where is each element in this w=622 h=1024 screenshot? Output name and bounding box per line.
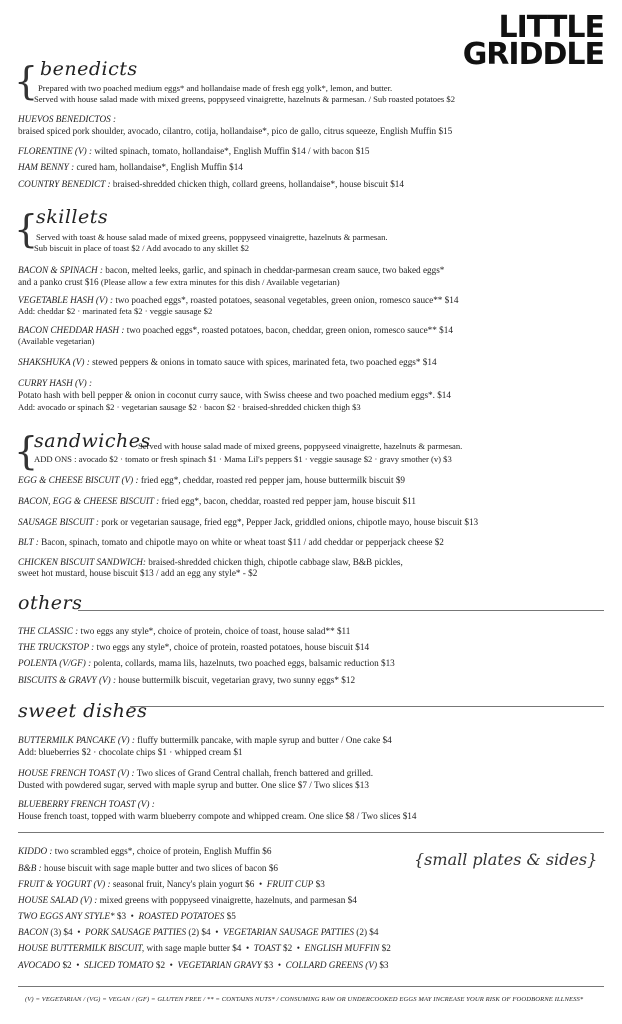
- separator-dot: •: [294, 943, 303, 953]
- item-name: KIDDO :: [18, 846, 53, 856]
- section-divider: [78, 610, 604, 611]
- menu-item-sausage-biscuit: [18, 516, 478, 528]
- item-name: SHAKSHUKA (V) :: [18, 357, 90, 367]
- item-desc: pork or vegetarian sausage, fried egg*, Pepper Jack, griddled onions, chipotle mayo, house biscuit $13: [101, 517, 479, 527]
- separator-dot: •: [275, 960, 284, 970]
- item-name: ROASTED POTATOES: [138, 911, 225, 921]
- item-price: $3: [379, 960, 389, 970]
- item-price: $2: [283, 943, 293, 953]
- item-desc: House french toast, topped with warm blueberry compote and whipped cream. One slice $8 / Two slices $14: [18, 811, 417, 821]
- item-desc: two poached eggs*, roasted potatoes, bacon, cheddar, green onion, romesco sauce** $14: [126, 325, 453, 335]
- item-price: $2: [62, 960, 72, 970]
- item-addons: Add: avocado or spinach $2 · vegetarian sausage $2 · bacon $2 · braised-shredded chicken thigh $3: [18, 402, 361, 412]
- separator-dot: •: [74, 927, 83, 937]
- item-name: BACON: [18, 927, 49, 937]
- item-price: (2) $4: [188, 927, 211, 937]
- item-note: (Please allow a few extra minutes for this dish / Available vegetarian): [100, 277, 340, 287]
- item-name: BISCUITS & GRAVY (V) :: [18, 675, 117, 685]
- item-name: VEGETARIAN GRAVY: [177, 960, 262, 970]
- item-desc: Potato hash with bell pepper & onion in coconut curry sauce, with Swiss cheese and two poached medium eggs*. $14: [18, 390, 451, 400]
- item-name: FRUIT CUP: [266, 879, 314, 889]
- item-desc: house biscuit with sage maple butter and two slices of bacon $6: [44, 863, 279, 873]
- item-name: EGG & CHEESE BISCUIT (V) :: [18, 475, 139, 485]
- menu-item-breads: [18, 942, 391, 954]
- item-name: COUNTRY BENEDICT :: [18, 179, 111, 189]
- menu-item-house-salad: [18, 894, 357, 906]
- menu-item-veg-sides: [18, 959, 389, 971]
- benedicts-description: Prepared with two poached medium eggs* and hollandaise made of fresh egg yolk*, lemon, and butter.: [38, 83, 393, 93]
- item-name: SAUSAGE BISCUIT :: [18, 517, 99, 527]
- item-price: $3: [315, 879, 325, 889]
- item-name: BACON CHEDDAR HASH :: [18, 325, 125, 335]
- item-name: POLENTA (V/GF) :: [18, 658, 92, 668]
- item-name: THE TRUCKSTOP :: [18, 642, 95, 652]
- item-desc-cont: sweet hot mustard, house biscuit $13 / add an egg any style* - $2: [18, 568, 258, 578]
- footer-legend: (V) = VEGETARIAN / (VG) = VEGAN / (GF) = GLUTEN FREE / ** = CONTAINS NUTS* / CONSUMING RAW OR UNDERCOOKED EGGS MAY INCREASE YOUR RISK OF FOODBORNE ILLNESS*: [25, 996, 584, 1003]
- menu-item-the-truckstop: [18, 641, 369, 653]
- separator-dot: •: [128, 911, 137, 921]
- item-desc: house buttermilk biscuit, vegetarian gravy, two sunny eggs* $12: [118, 675, 356, 685]
- item-desc: braised-shredded chicken thigh, chipotle cabbage slaw, B&B pickles,: [148, 557, 403, 567]
- item-price: $2: [155, 960, 166, 970]
- section-brace-icon: {: [14, 207, 39, 251]
- item-name: CURRY HASH (V) :: [18, 378, 93, 388]
- menu-item-meats: [18, 926, 379, 938]
- item-name: BLT :: [18, 537, 39, 547]
- menu-item-egg-cheese-biscuit: [18, 474, 405, 486]
- item-desc: braised-shredded chicken thigh, collard greens, hollandaise*, house biscuit $14: [112, 179, 404, 189]
- item-price: $2: [381, 943, 391, 953]
- item-name: HOUSE FRENCH TOAST (V) :: [18, 768, 135, 778]
- item-desc: Two slices of Grand Central challah, french battered and grilled.: [136, 768, 374, 778]
- item-name: HOUSE SALAD (V) :: [18, 895, 98, 905]
- sandwiches-description: Served with house salad made of mixed greens, poppyseed vinaigrette, hazelnuts & parmesan.: [138, 441, 463, 451]
- menu-item-bacon-spinach: [18, 264, 444, 276]
- menu-item-the-classic: [18, 625, 350, 637]
- menu-item-blt: [18, 536, 444, 548]
- menu-item-huevos: [18, 113, 116, 125]
- separator-dot: •: [212, 927, 221, 937]
- item-name: BACON, EGG & CHEESE BISCUIT :: [18, 496, 160, 506]
- item-name: FRUIT & YOGURT (V) :: [18, 879, 111, 889]
- logo-line-2: GRIDDLE: [462, 37, 604, 72]
- item-price: $5: [226, 911, 236, 921]
- menu-item-curry-hash: [18, 377, 92, 389]
- separator-dot: •: [256, 879, 265, 889]
- item-name: FLORENTINE (V) :: [18, 146, 93, 156]
- section-divider: [130, 706, 604, 707]
- item-desc: two eggs any style*, choice of protein, choice of toast, house salad** $11: [80, 626, 351, 636]
- item-desc: cured ham, hollandaise*, English Muffin $14: [76, 162, 243, 172]
- separator-dot: •: [167, 960, 176, 970]
- menu-item-buttermilk-pancake: [18, 734, 392, 746]
- section-heading-skillets: skillets: [36, 206, 109, 228]
- item-name: BACON & SPINACH :: [18, 265, 103, 275]
- item-name: HOUSE BUTTERMILK BISCUIT,: [18, 943, 145, 953]
- item-desc: braised spiced pork shoulder, avocado, cilantro, cotija, hollandaise*, pico de gallo, citrus squeeze, English Muffin $15: [18, 126, 453, 136]
- menu-item-bacon-egg-cheese-biscuit: [18, 495, 416, 507]
- item-addons: Add: cheddar $2 · marinated feta $2 · veggie sausage $2: [18, 306, 213, 316]
- item-price: $3: [264, 960, 274, 970]
- section-brace-icon: {: [14, 59, 39, 103]
- item-name: SLICED TOMATO: [84, 960, 154, 970]
- menu-item-vegetable-hash: [18, 294, 458, 306]
- item-note: (Available vegetarian): [18, 336, 95, 346]
- item-desc: and a panko crust $16: [18, 277, 99, 287]
- item-name: VEGETABLE HASH (V) :: [18, 295, 114, 305]
- item-desc: seasonal fruit, Nancy's plain yogurt $6: [112, 879, 255, 889]
- item-name: ENGLISH MUFFIN: [304, 943, 380, 953]
- item-desc: with sage maple butter $4: [146, 943, 242, 953]
- section-heading-sweet-dishes: sweet dishes: [18, 700, 148, 722]
- section-heading-benedicts: benedicts: [40, 58, 138, 80]
- separator-dot: •: [243, 943, 252, 953]
- menu-item-florentine: [18, 145, 369, 157]
- item-desc: wilted spinach, tomato, hollandaise*, English Muffin $14 / with bacon $15: [94, 146, 370, 156]
- item-desc: two eggs any style*, choice of protein, roasted potatoes, house biscuit $14: [96, 642, 370, 652]
- menu-item-bacon-cheddar-hash: [18, 324, 453, 336]
- skillets-description-2: Sub biscuit in place of toast $2 / Add avocado to any skillet $2: [34, 243, 250, 253]
- menu-item-biscuits-gravy: [18, 674, 355, 686]
- item-desc: two scrambled eggs*, choice of protein, English Muffin $6: [54, 846, 272, 856]
- logo-line-1: LITTLE: [498, 10, 604, 45]
- section-heading-small-plates: {small plates & sides}: [414, 850, 598, 869]
- menu-item-ham-benny: [18, 161, 243, 173]
- item-name: B&B :: [18, 863, 42, 873]
- menu-item-two-eggs-potatoes: [18, 910, 236, 922]
- menu-item-fruit-yogurt: [18, 878, 325, 890]
- item-name: TWO EGGS ANY STYLE*: [18, 911, 115, 921]
- item-name: HUEVOS BENEDICTOS :: [18, 114, 117, 124]
- item-desc: fried egg*, bacon, cheddar, roasted red pepper jam, house biscuit $11: [161, 496, 416, 506]
- skillets-description: Served with toast & house salad made of mixed greens, poppyseed vinaigrette, hazelnuts & parmesan.: [36, 232, 388, 242]
- menu-item-country-benedict: [18, 178, 404, 190]
- menu-item-b-and-b: [18, 862, 278, 874]
- menu-item-blueberry-french-toast: [18, 798, 155, 810]
- sandwiches-addons: ADD ONS : avocado $2 · tomato or fresh spinach $1 · Mama Lil's peppers $1 · veggie sausage $2 · gravy smother (v) $3: [34, 454, 452, 464]
- item-name: VEGETARIAN SAUSAGE PATTIES: [223, 927, 354, 937]
- item-price: $3: [116, 911, 127, 921]
- benedicts-description-2: Served with house salad made with mixed greens, poppyseed vinaigrette, hazelnuts & parmesan. / Sub roasted potatoes $2: [34, 94, 455, 104]
- menu-item-kiddo: [18, 845, 271, 857]
- separator-dot: •: [73, 960, 82, 970]
- item-price: (3) $4: [50, 927, 73, 937]
- item-addons: Add: blueberries $2 · chocolate chips $1 · whipped cream $1: [18, 747, 243, 757]
- item-name: AVOCADO: [18, 960, 61, 970]
- item-desc-cont: [18, 276, 340, 288]
- item-desc: fluffy buttermilk pancake, with maple syrup and butter / One cake $4: [137, 735, 392, 745]
- item-desc: bacon, melted leeks, garlic, and spinach in cheddar-parmesan cream sauce, two baked eggs*: [105, 265, 445, 275]
- item-name: TOAST: [253, 943, 281, 953]
- item-desc: polenta, collards, mama lils, hazelnuts, two poached eggs, balsamic reduction $13: [93, 658, 395, 668]
- item-desc: mixed greens with poppyseed vinaigrette, hazelnuts, and parmesan $4: [99, 895, 357, 905]
- item-name: BUTTERMILK PANCAKE (V) :: [18, 735, 135, 745]
- section-heading-sandwiches: sandwiches: [34, 430, 151, 452]
- item-name: COLLARD GREENS (V): [285, 960, 378, 970]
- item-desc: two poached eggs*, roasted potatoes, seasonal vegetables, green onion, romesco sauce** $14: [115, 295, 459, 305]
- menu-item-shakshuka: [18, 356, 437, 368]
- footer-divider: [18, 986, 604, 987]
- section-brace-icon: {: [14, 429, 39, 473]
- item-desc-cont: Dusted with powdered sugar, served with maple syrup and butter. One slice $7 / Two slices $13: [18, 780, 369, 790]
- item-desc: Bacon, spinach, tomato and chipotle mayo on white or wheat toast $11 / add cheddar or pepperjack cheese $2: [41, 537, 444, 547]
- item-desc: stewed peppers & onions in tomato sauce with spices, marinated feta, two poached eggs* $14: [92, 357, 437, 367]
- item-name: HAM BENNY :: [18, 162, 75, 172]
- item-desc: fried egg*, cheddar, roasted red pepper jam, house buttermilk biscuit $9: [140, 475, 406, 485]
- logo: [462, 10, 604, 72]
- item-name: THE CLASSIC :: [18, 626, 79, 636]
- item-name: BLUEBERRY FRENCH TOAST (V) :: [18, 799, 155, 809]
- item-name: CHICKEN BISCUIT SANDWICH:: [18, 557, 146, 567]
- item-price: (2) $4: [356, 927, 379, 937]
- menu-item-polenta: [18, 657, 395, 669]
- item-name: PORK SAUSAGE PATTIES: [85, 927, 187, 937]
- menu-item-house-french-toast: [18, 767, 373, 779]
- section-divider: [18, 832, 604, 833]
- section-heading-others: others: [18, 592, 83, 614]
